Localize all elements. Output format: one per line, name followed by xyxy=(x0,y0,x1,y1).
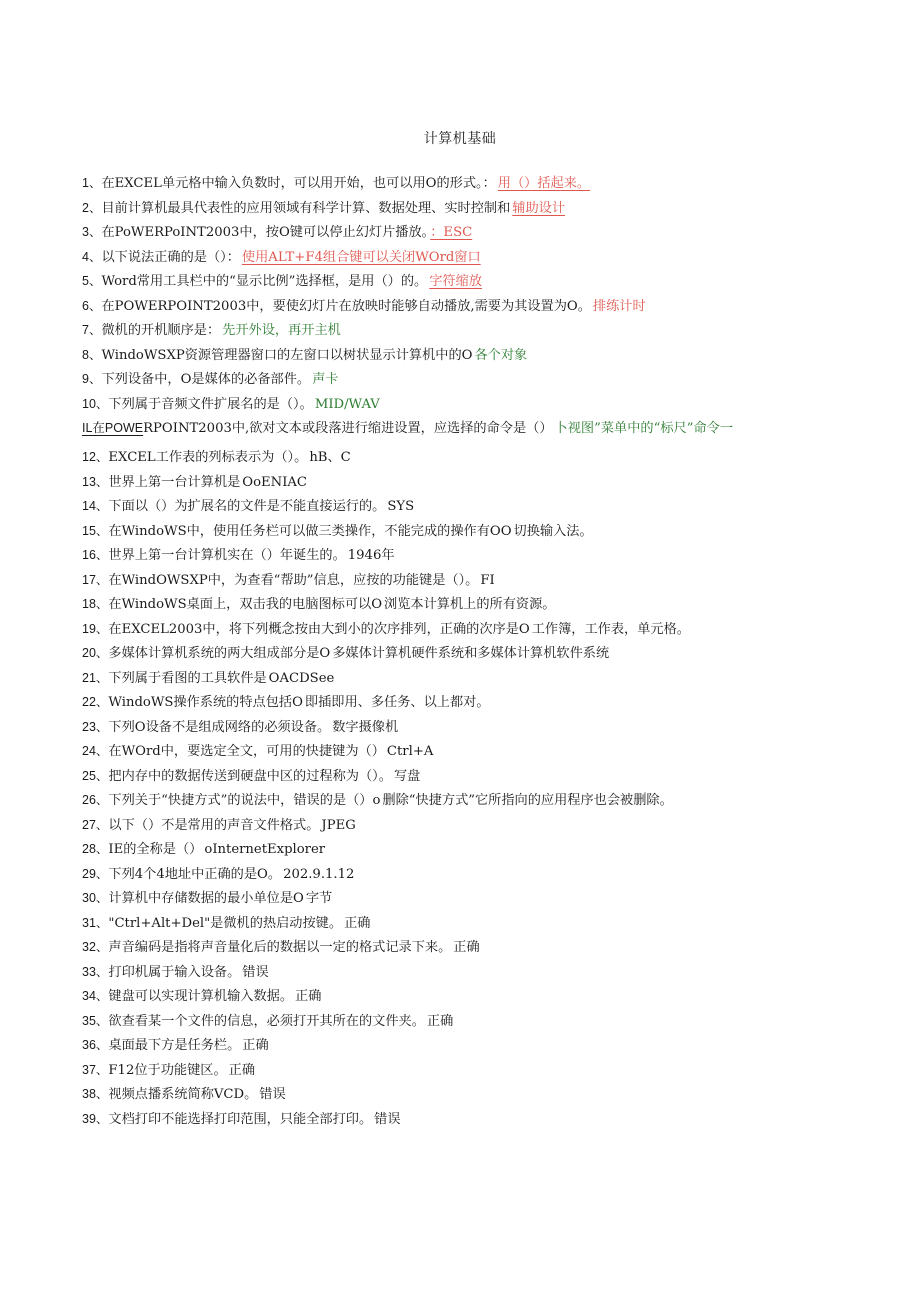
item-answer: 错误 xyxy=(259,1087,286,1102)
item-question: F12位于功能键区。 xyxy=(108,1062,227,1078)
list-item xyxy=(82,495,842,520)
item-question: 欲查看某一个文件的信息，必须打开其所在的文件夹。 xyxy=(108,1013,425,1029)
item-answer: 多媒体计算机硬件系统和多媒体计算机软件系统 xyxy=(332,646,610,661)
item-answer: 工作簿，工作表，单元格。 xyxy=(531,621,690,637)
list-item xyxy=(82,618,842,643)
list-item xyxy=(82,642,842,667)
item-question: WindoWS操作系统的特点包括O xyxy=(108,695,303,710)
item-answer: 数字摄像机 xyxy=(332,719,399,735)
list-item xyxy=(82,344,842,369)
item-answer: ：ESC xyxy=(430,225,473,240)
list-item xyxy=(82,838,842,863)
item-question: 以下（）不是常用的声音文件格式。 xyxy=(108,817,320,833)
item-number: 17、 xyxy=(82,572,109,587)
item-answer: 1946年 xyxy=(347,548,395,563)
item-answer: 即插即用、多任务、以上都对。 xyxy=(304,695,490,710)
item-question: 以下说法正确的是（）： xyxy=(101,249,240,265)
item-question: 计算机中存储数据的最小单位是O xyxy=(108,891,304,906)
item-question: 在EXCEL2003中，将下列概念按由大到小的次序排列，正确的次序是O xyxy=(108,621,530,637)
item-number: 16、 xyxy=(82,548,109,562)
item-question: 微机的开机顺序是： xyxy=(101,323,221,338)
item-answer: 卜视图”菜单中的“标尺”命令一 xyxy=(554,421,734,436)
list-item xyxy=(82,569,842,594)
list-item xyxy=(82,789,842,814)
item-question: 在POWERPOINT2003中，要使幻灯片在放映时能够自动播放,需要为其设置为O。 xyxy=(101,298,591,314)
item-number: 32、 xyxy=(82,940,109,954)
item-number: 29、 xyxy=(82,866,109,881)
item-question: 下面以（）为扩展名的文件是不能直接运行的。 xyxy=(108,499,386,514)
item-answer: SYS xyxy=(387,499,415,514)
list-item xyxy=(82,936,842,961)
item-answer: 切换输入法。 xyxy=(513,523,593,539)
item-answer: 正确 xyxy=(344,915,371,931)
list-item xyxy=(82,814,842,839)
list-item xyxy=(82,270,842,295)
list-item xyxy=(82,393,842,418)
item-answer: 排练计时 xyxy=(592,298,646,314)
item-number: 37、 xyxy=(82,1062,109,1077)
item-question: 在PoWERPoINT2003中，按O键可以停止幻灯片播放。 xyxy=(101,225,429,240)
list-item xyxy=(82,912,842,937)
item-answer: 错误 xyxy=(374,1111,401,1127)
item-question: WindoWSXP资源管理器窗口的左窗口以树状显示计算机中的O xyxy=(101,347,473,363)
item-question: 打印机属于输入设备。 xyxy=(108,964,241,980)
item-number: 38、 xyxy=(82,1087,109,1101)
item-answer: 写盘 xyxy=(393,768,421,784)
item-answer: 删除“快捷方式”它所指向的应用程序也会被删除。 xyxy=(382,793,673,808)
item-question: 在WindOWSXP中，为查看“帮助”信息，应按的功能键是（）。 xyxy=(108,572,479,588)
item-answer: FI xyxy=(480,572,495,588)
item-question: 下列设备中，O是媒体的必备部件。 xyxy=(101,372,311,387)
list-item xyxy=(82,691,842,716)
item-answer: 字节 xyxy=(305,891,333,906)
list-item xyxy=(82,961,842,986)
item-answer: JPEG xyxy=(321,817,356,833)
list-item xyxy=(82,172,842,197)
list-item xyxy=(82,295,842,320)
list-item xyxy=(82,667,842,692)
list-item xyxy=(82,1083,842,1108)
list-item xyxy=(82,985,842,1010)
list-item xyxy=(82,197,842,222)
item-number: 30、 xyxy=(82,891,109,905)
list-item xyxy=(82,319,842,344)
item-answer: hB、C xyxy=(309,450,351,465)
document-title: 计算机基础 xyxy=(423,131,497,147)
item-number: 22、 xyxy=(82,695,109,709)
item-number: 2、 xyxy=(82,200,102,215)
item-question: 目前计算机最具代表性的应用领域有科学计算、数据处理、实时控制和 xyxy=(101,200,511,216)
item-number: 31、 xyxy=(82,915,109,930)
item-question: 下列属于看图的工具软件是 xyxy=(108,670,267,686)
item-question: 下列O设备不是组成网络的必须设备。 xyxy=(108,719,331,735)
item-answer: 浏览本计算机上的所有资源。 xyxy=(384,597,556,612)
item-number: 23、 xyxy=(82,719,109,734)
item-number: 14、 xyxy=(82,499,109,513)
item-question: 下列4个4地址中正确的是O。 xyxy=(108,866,282,882)
item-number: 33、 xyxy=(82,964,109,979)
item-question: 在EXCEL单元格中输入负数时，可以用开始，也可以用O的形式。： xyxy=(101,176,496,191)
question-list xyxy=(82,172,842,1132)
item-question: 在WindoWS中，使用任务栏可以做三类操作，不能完成的操作有OO xyxy=(108,523,512,539)
list-item xyxy=(82,221,842,246)
item-answer: 正确 xyxy=(453,940,480,955)
item-answer: oInternetExplorer xyxy=(204,842,326,857)
item-question: 世界上第一台计算机实在（）年诞生的。 xyxy=(108,548,346,563)
item-number: 24、 xyxy=(82,744,109,758)
item-number: 35、 xyxy=(82,1013,109,1028)
item-question: RPOINT2003中,欲对文本或段落进行缩进设置，应选择的命令是（） xyxy=(143,421,553,436)
item-question: 下列属于音频文件扩展名的是（）。 xyxy=(108,396,313,412)
item-number: 8、 xyxy=(82,347,102,362)
item-number: 21、 xyxy=(82,670,109,685)
list-item xyxy=(82,417,842,440)
item-question: IE的全称是（） xyxy=(108,842,203,857)
list-item xyxy=(82,471,842,496)
item-number: 34、 xyxy=(82,989,109,1003)
list-item xyxy=(82,520,842,545)
item-number: IL在POWE xyxy=(82,421,144,435)
item-answer: 正确 xyxy=(426,1013,454,1029)
list-item xyxy=(82,446,842,471)
item-number: 15、 xyxy=(82,523,109,538)
list-item xyxy=(82,716,842,741)
item-answer: OACDSee xyxy=(268,670,335,686)
item-number: 6、 xyxy=(82,298,102,313)
item-answer: Ctrl+A xyxy=(386,744,434,759)
item-number: 36、 xyxy=(82,1038,109,1052)
item-answer: 先开外设，再开主机 xyxy=(222,323,341,338)
item-number: 7、 xyxy=(82,323,102,337)
list-item xyxy=(82,368,842,393)
list-item xyxy=(82,765,842,790)
item-question: 多媒体计算机系统的两大组成部分是O xyxy=(108,646,331,661)
item-answer: 各个对象 xyxy=(474,347,528,363)
item-question: 声音编码是指将声音量化后的数据以一定的格式记录下来。 xyxy=(108,940,452,955)
item-answer: 字符缩放 xyxy=(429,274,482,289)
item-question: EXCEL工作表的列标表示为（）。 xyxy=(108,450,308,465)
item-number: 18、 xyxy=(82,597,109,611)
list-item xyxy=(82,1059,842,1084)
item-number: 1、 xyxy=(82,176,102,190)
item-answer: 辅助设计 xyxy=(512,200,566,216)
item-answer: 使用ALT+F4组合键可以关闭WOrd窗口 xyxy=(241,249,481,265)
item-number: 27、 xyxy=(82,817,109,832)
item-question: 在WOrd中，要选定全文，可用的快捷键为（） xyxy=(108,744,385,759)
item-number: 4、 xyxy=(82,249,102,264)
item-number: 26、 xyxy=(82,793,109,807)
list-item xyxy=(82,887,842,912)
item-question: 视频点播系统简称VCD。 xyxy=(108,1087,258,1102)
item-number: 12、 xyxy=(82,450,109,464)
item-question: 把内存中的数据传送到硬盘中区的过程称为（）。 xyxy=(108,768,392,784)
item-question: Word常用工具栏中的“显示比例”选择框，是用（）的。 xyxy=(101,274,428,289)
item-question: 桌面最下方是任务栏。 xyxy=(108,1038,241,1053)
item-number: 13、 xyxy=(82,474,109,489)
item-number: 39、 xyxy=(82,1111,109,1126)
item-question: 在WindoWS桌面上，双击我的电脑图标可以O xyxy=(108,597,383,612)
list-item xyxy=(82,1010,842,1035)
list-item xyxy=(82,1034,842,1059)
list-item xyxy=(82,246,842,271)
item-question: 世界上第一台计算机是 xyxy=(108,474,241,490)
item-number: 5、 xyxy=(82,274,102,288)
item-number: 25、 xyxy=(82,768,109,783)
list-item xyxy=(82,740,842,765)
item-answer: 202.9.1.12 xyxy=(283,866,355,882)
item-question: 文档打印不能选择打印范围，只能全部打印。 xyxy=(108,1111,373,1127)
list-item xyxy=(82,593,842,618)
item-number: 19、 xyxy=(82,621,109,636)
item-number: 9、 xyxy=(82,372,102,386)
item-number: 3、 xyxy=(82,225,102,239)
item-answer: OoENIAC xyxy=(242,474,308,490)
list-item xyxy=(82,1108,842,1133)
item-answer: MID/WAV xyxy=(314,396,380,412)
item-number: 20、 xyxy=(82,646,109,660)
list-item xyxy=(82,544,842,569)
item-answer: 错误 xyxy=(242,964,269,980)
item-number: 28、 xyxy=(82,842,109,856)
item-number: 10、 xyxy=(82,396,109,411)
item-answer: 用（）括起来。 xyxy=(497,176,591,191)
item-question: 下列关于“快捷方式”的说法中，错误的是（）o xyxy=(108,793,381,808)
item-question: 键盘可以实现计算机输入数据。 xyxy=(108,989,294,1004)
item-question: "Ctrl+Alt+Del"是微机的热启动按键。 xyxy=(108,915,343,931)
item-answer: 正确 xyxy=(295,989,322,1004)
item-answer: 声卡 xyxy=(312,372,339,387)
list-item xyxy=(82,863,842,888)
item-answer: 正确 xyxy=(242,1038,269,1053)
item-answer: 正确 xyxy=(228,1062,256,1078)
